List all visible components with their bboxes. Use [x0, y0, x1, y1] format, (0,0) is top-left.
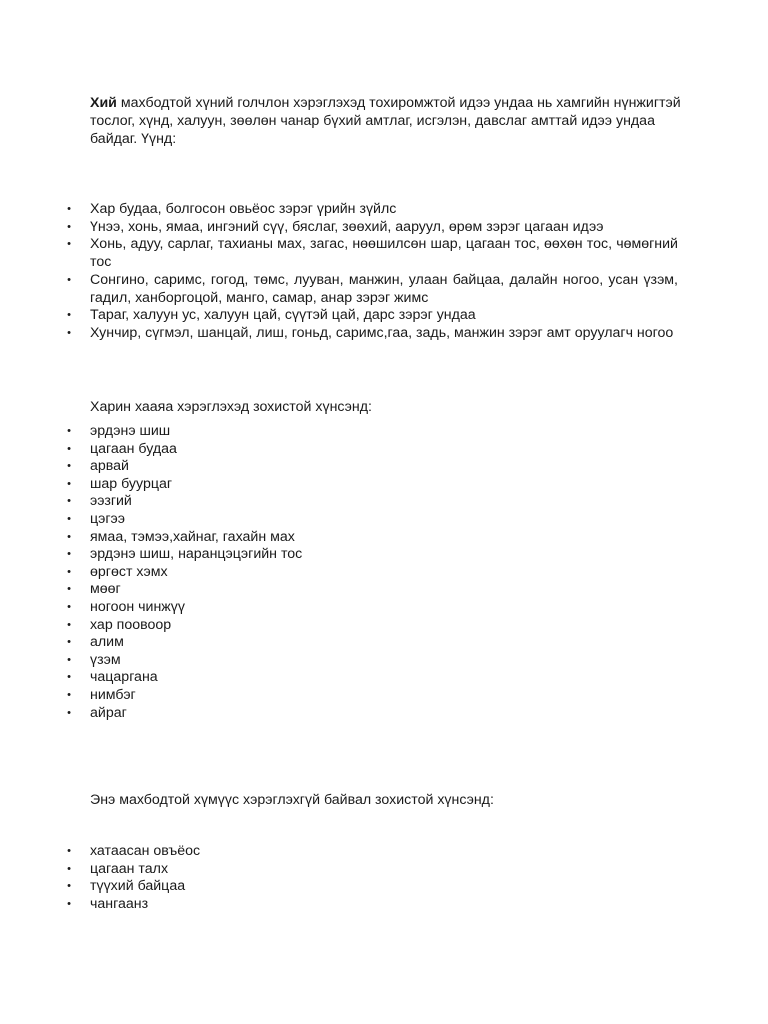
bullet-icon: • [67, 273, 71, 286]
intro-bold-word: Хий [90, 95, 117, 111]
bullet-icon: • [67, 688, 71, 701]
list-item [0, 236, 678, 271]
list-item [0, 458, 678, 476]
list-item-text: чангаанз [90, 895, 149, 912]
section-title-avoid: Энэ махбодтой хүмүүс хэрэглэхгүй байвал зохистой хүнсэнд: [90, 792, 494, 808]
list-item-text: цагаан будаа [90, 440, 177, 457]
bullet-icon: • [67, 862, 71, 875]
list-item-text: Хунчир, сүгмэл, шанцай, лиш, гоньд, саримс,гаа, задь, манжин зэрэг амт оруулагч ногоо [90, 324, 674, 341]
list-item [0, 546, 678, 564]
list-item-text: шар буурцаг [90, 475, 173, 492]
list-item-text: Хонь, адуу, сарлаг, тахианы мах, загас, нөөшилсөн шар, цагаан тос, өөхөн тос, чөмөгний тос [90, 236, 678, 271]
list-item [0, 617, 678, 635]
list-item [0, 896, 678, 914]
bullet-icon: • [67, 495, 71, 508]
bullet-icon: • [67, 203, 71, 215]
bullet-icon: • [67, 897, 71, 910]
bullet-icon: • [67, 653, 71, 666]
bullet-icon: • [67, 845, 71, 857]
list-item-text: чацаргана [90, 669, 158, 686]
bullet-icon: • [67, 425, 71, 437]
list-item [0, 599, 678, 617]
list-item-text: ямаа, тэмээ,хайнаг, гахайн мах [90, 528, 295, 545]
bullet-icon: • [67, 618, 71, 631]
list-item-text: нимбэг [90, 686, 136, 703]
intro-text: махбодтой хүний голчлон хэрэглэхэд тохиромжтой идээ ундаа нь хамгийн нүнжигтэй тослог, хүнд, халуун, зөөлөн чанар бүхий амтлаг, исгэлэн, давслаг амттай идээ ундаа байдаг. Үүнд: [90, 95, 681, 147]
list-item-text: арвай [90, 458, 129, 475]
list-item [0, 581, 678, 599]
list-item-text: өргөст хэмх [90, 563, 168, 580]
list-item [0, 564, 678, 582]
list-item [0, 423, 678, 441]
list-item [0, 843, 678, 861]
bullet-icon: • [67, 220, 71, 233]
food-list-avoid [0, 843, 678, 913]
list-item-text: айраг [90, 704, 127, 721]
bullet-icon: • [67, 636, 71, 649]
list-item-text: ногоон чинжүү [90, 598, 185, 615]
list-item [0, 878, 678, 896]
food-list-main [0, 201, 678, 343]
list-item [0, 272, 678, 307]
list-item [0, 705, 678, 723]
list-item-text: эрдэнэ шиш, наранцэцэгийн тос [90, 546, 303, 563]
bullet-icon: • [67, 671, 71, 684]
list-item-text: хатаасан овъёос [90, 843, 201, 859]
list-item [0, 529, 678, 547]
list-item [0, 652, 678, 670]
bullet-icon: • [67, 512, 71, 525]
list-item-text: эрдэнэ шиш [90, 423, 171, 439]
bullet-icon: • [67, 530, 71, 543]
bullet-icon: • [67, 600, 71, 613]
list-item-text: мөөг [90, 581, 121, 598]
bullet-icon: • [67, 442, 71, 455]
list-item-text: ээзгий [90, 493, 132, 510]
list-item-text: Үнээ, хонь, ямаа, ингэний сүү, бяслаг, зөөхий, ааруул, өрөм зэрэг цагаан идээ [90, 218, 604, 235]
list-item [0, 687, 678, 705]
list-item [0, 441, 678, 459]
list-item-text: Тараг, халуун ус, халуун цай, сүүтэй цай, дарс зэрэг ундаа [90, 307, 476, 324]
list-item [0, 201, 678, 219]
list-item-text: Сонгино, саримс, гогод, төмс, лууван, манжин, улаан байцаа, далайн ногоо, усан үзэм, гадил, ханборгоцой, манго, самар, анар зэрэг жимс [90, 271, 678, 306]
intro-paragraph [90, 94, 690, 148]
list-item [0, 669, 678, 687]
list-item [0, 861, 678, 879]
bullet-icon: • [67, 548, 71, 561]
bullet-icon: • [67, 309, 71, 322]
bullet-icon: • [67, 565, 71, 578]
list-item [0, 307, 678, 325]
list-item-text: хар поовоор [90, 616, 172, 633]
bullet-icon: • [67, 706, 71, 719]
list-item-text: алим [90, 634, 124, 651]
bullet-icon: • [67, 326, 71, 339]
list-item [0, 219, 678, 237]
section-title-occasional: Харин хааяа хэрэглэхэд зохистой хүнсэнд: [90, 399, 372, 415]
list-item-text: цэгээ [90, 510, 126, 527]
list-item [0, 493, 678, 511]
bullet-icon: • [67, 460, 71, 473]
list-item-text: үзэм [90, 651, 121, 668]
list-item-text: түүхий байцаа [90, 878, 186, 895]
food-list-occasional [0, 423, 678, 722]
bullet-icon: • [67, 880, 71, 893]
list-item-text: цагаан талх [90, 860, 169, 877]
bullet-icon: • [67, 477, 71, 490]
list-item [0, 634, 678, 652]
bullet-icon: • [67, 583, 71, 596]
list-item [0, 476, 678, 494]
list-item [0, 325, 678, 343]
list-item-text: Хар будаа, болгосон овьёос зэрэг үрийн зүйлс [90, 201, 397, 217]
bullet-icon: • [67, 238, 71, 251]
list-item [0, 511, 678, 529]
